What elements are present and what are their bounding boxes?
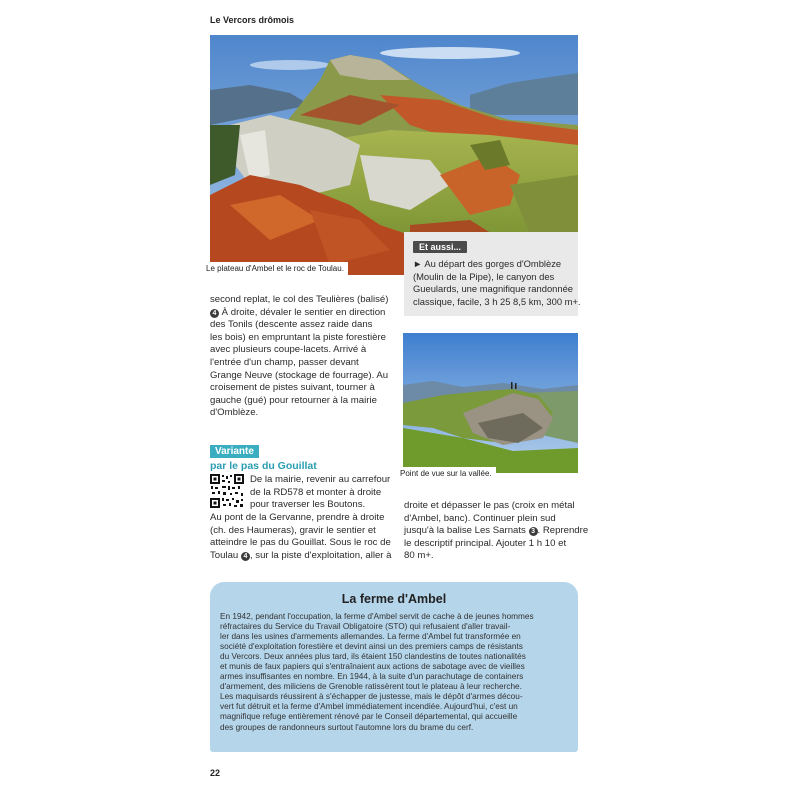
- page-number: 22: [210, 768, 221, 778]
- ferme-line: du Vercors. Deux années plus tard, ils étaient 150 clandestins de toutes nationalités: [220, 652, 526, 662]
- et-aussi-line: ► Au départ des gorges d'Omblèze: [413, 258, 562, 269]
- variante-line: [210, 550, 392, 563]
- variante-fragment: . Reprendre: [537, 525, 589, 537]
- variante-fragment: , sur la piste d'exploitation, aller à: [249, 549, 392, 561]
- ferme-line: d'armement, des miliciens de Grenoble ratissèrent tout le plateau à leur recherche.: [220, 682, 522, 692]
- qr-code-image: [210, 474, 244, 508]
- main-text-line: [210, 307, 388, 320]
- et-aussi-text: [413, 258, 581, 308]
- variante-line: le descriptif principal. Ajouter 1 h 10 et: [404, 537, 567, 549]
- variante-line: pour traverser les Boutons.: [250, 499, 366, 511]
- variante-fragment: Toulau: [210, 549, 239, 561]
- main-text-line: les bois) en empruntant la piste forestière: [210, 331, 386, 343]
- variante-line: [404, 525, 588, 538]
- main-text-line: second replat, le col des Teulières (balisé): [210, 294, 389, 305]
- valley-viewpoint-image: [403, 333, 578, 473]
- ferme-line: En 1942, pendant l'occupation, la ferme d'Ambel servit de cache à de jeunes hommes: [220, 612, 534, 621]
- main-text-line: croisement de pistes suivant, tourner à: [210, 382, 375, 394]
- variante-line: Au pont de la Gervanne, prendre à droite: [210, 512, 385, 523]
- variante-line: 80 m+.: [404, 550, 434, 562]
- ferme-line: armes insuffisantes en nombre. En 1944, à la suite d'un parachutage de containers: [220, 672, 524, 682]
- qr-code[interactable]: [210, 474, 244, 508]
- et-aussi-line: (Moulin de la Pipe), le canyon des: [413, 270, 555, 282]
- main-text-column: [210, 294, 388, 420]
- step-number-badge: 3: [529, 527, 538, 536]
- ferme-line: vert fut détruit et la ferme d'Ambel immédiatement incendiée. Aujourd'hui, c'est un: [220, 702, 518, 712]
- ferme-line: ler dans les usines d'armements allemandes. La ferme d'Ambel fut transformée en: [220, 632, 521, 642]
- ferme-line: société d'exploitation forestière et devint ainsi un des premiers camps de résistants: [220, 642, 523, 652]
- main-photo-caption: Le plateau d'Ambel et le roc de Toulau.: [202, 262, 348, 275]
- variante-line: (ch. des Haumeras), gravir le sentier et: [210, 524, 376, 536]
- main-text-fragment: À droite, dévaler le sentier en direction: [221, 306, 386, 318]
- variante-line: De la mairie, revenir au carrefour: [250, 474, 391, 485]
- variante-text-left-cont: [210, 512, 392, 562]
- variante-line: atteindre le pas du Gouillat. Sous le roc de: [210, 537, 391, 549]
- second-photo-caption: Point de vue sur la vallée.: [396, 467, 496, 480]
- ferme-line: magnifique refuge entièrement rénové par le Conseil départemental, qui accueille: [220, 712, 518, 722]
- ferme-line: des groupes de randonneurs surtout l'automne lors du brame du cerf.: [220, 722, 474, 732]
- variante-tag: Variante: [210, 445, 259, 458]
- variante-text-left: [250, 474, 390, 512]
- variante-text-right: [404, 500, 588, 563]
- ferme-line: Les maquisards réussirent à s'échapper de justesse, mais le dépôt d'armes décou-: [220, 692, 523, 702]
- main-text-line: Grange Neuve (stockage de fourrage). Au: [210, 369, 389, 381]
- step-number-badge: 4: [241, 552, 250, 561]
- variante-line: d'Ambel, banc). Continuer plein sud: [404, 512, 556, 524]
- ferme-ambel-title: La ferme d'Ambel: [341, 592, 447, 606]
- ferme-ambel-text: [220, 612, 568, 733]
- main-text-line: gauche (gué) pour retourner à la mairie: [210, 394, 377, 406]
- et-aussi-line: classique, facile, 3 h 25 8,5 km, 300 m+.: [413, 295, 581, 307]
- variante-line: droite et dépasser le pas (croix en métal: [404, 500, 575, 511]
- main-text-line: l'entrée d'un champ, passer devant: [210, 356, 359, 368]
- variante-line: de la RD578 et monter à droite: [250, 486, 382, 498]
- et-aussi-tag: Et aussi...: [413, 241, 467, 253]
- step-number-badge: 4: [210, 309, 219, 318]
- main-text-line: d'Omblèze.: [210, 407, 259, 419]
- ferme-line: et munis de faux papiers qui s'entraînaient aux actions de sabotage avec de vieilles: [220, 662, 525, 672]
- et-aussi-line: Gueulards, une magnifique randonnée: [413, 283, 574, 294]
- running-head: Le Vercors drômois: [210, 15, 295, 25]
- main-text-line: avec plusieurs coupe-lacets. Arrivé à: [210, 344, 367, 356]
- variante-subtitle: par le pas du Gouillat: [210, 460, 317, 472]
- second-photo: [403, 333, 578, 473]
- variante-fragment: jusqu'à la balise Les Sarnats: [404, 525, 526, 537]
- main-text-line: des Tonils (descente assez raide dans: [210, 319, 373, 331]
- ferme-line: réfractaires du Service du Travail Obligatoire (STO) qui refusaient d'aller travail-: [220, 622, 511, 632]
